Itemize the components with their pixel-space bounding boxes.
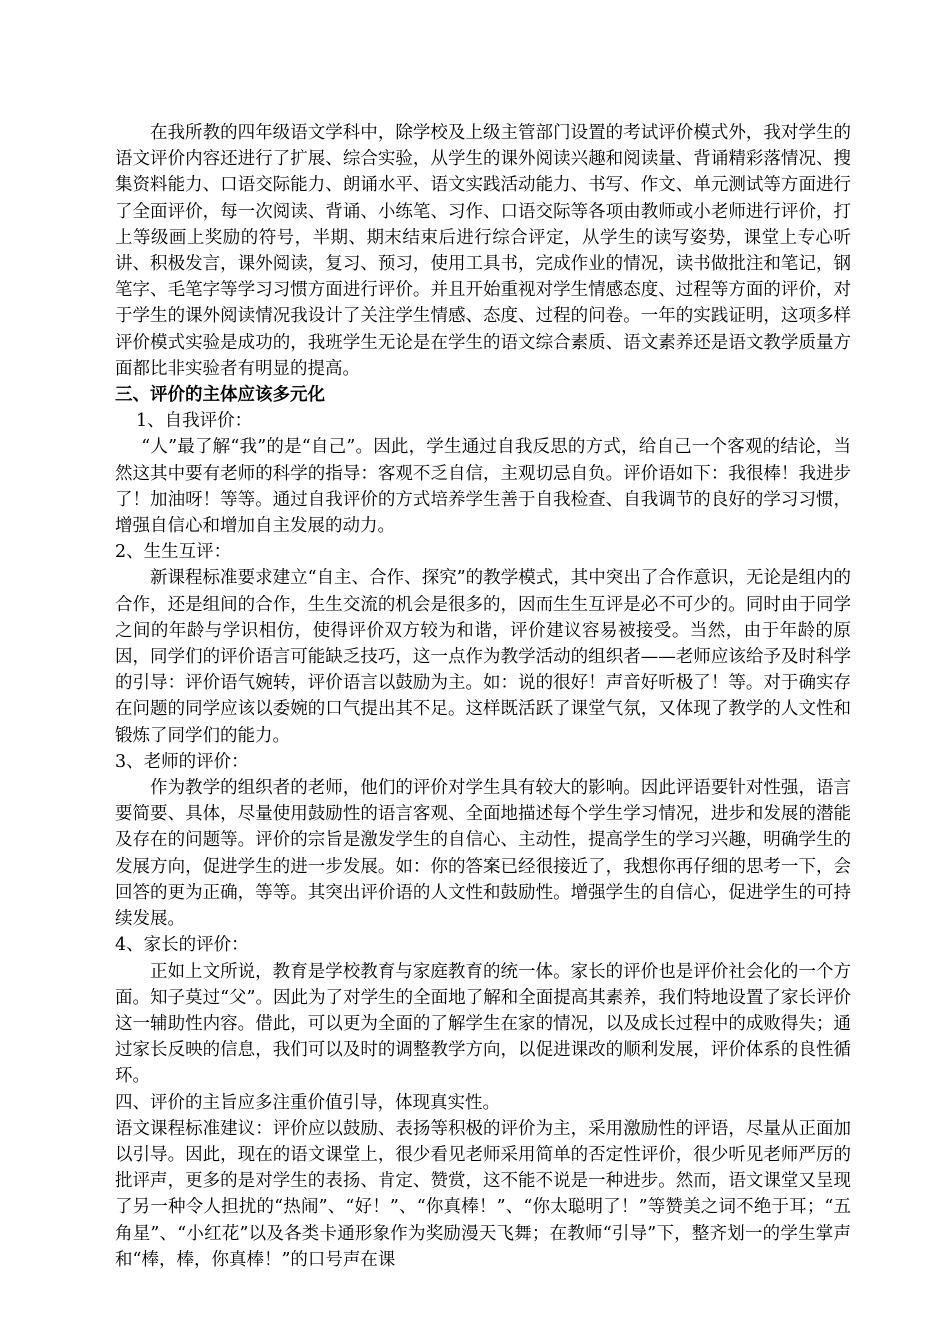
- subsection-1-paragraph: “人”最了解“我”的是“自己”。因此，学生通过自我反思的方式，给自己一个客观的结论，当然这其中要有老师的科学的指导：客观不乏自信，主观切忌自负。评价语如下：我很棒！我进步了！加油呀！等等。通过自我评价的方式培养学生善于自我检查、自我调节的良好的学习习惯，增强自信心和增加自主发展的动力。: [115, 437, 851, 537]
- section-4-heading: 四、评价的主旨应多注重价值引导，体现真实性。: [115, 1092, 500, 1113]
- subsection-2-paragraph: 新课程标准要求建立“自主、合作、探究”的教学模式，其中突出了合作意识，无论是组内的合作，还是组间的合作，生生交流的机会是很多的，因而生生互评是必不可少的。同时由于同学之间的年龄与学识相仿，使得评价双方较为和谐，评价建议容易被接受。当然，由于年龄的原因，同学们的评价语言可能缺乏技巧，这一点作为教学活动的组织者——老师应该给予及时科学的引导：评价语气婉转，评价语言以鼓励为主。如：说的很好！声音好听极了！等。对于确实存在问题的同学应该以委婉的口气提出其不足。这样既活跃了课堂气氛，又体现了教学的人文性和锻炼了同学们的能力。: [115, 568, 851, 746]
- subsection-4-paragraph: 正如上文所说，教育是学校教育与家庭教育的统一体。家长的评价也是评价社会化的一个方面。知子莫过“父”。因此为了对学生的全面地了解和全面提高其素养，我们特地设置了家长评价这一辅助性内容。借此，可以更为全面的了解学生在家的情况，以及成长过程中的成败得失；通过家长反映的信息，我们可以及时的调整教学方向，以促进课改的顺利发展，评价体系的良性循环。: [115, 961, 851, 1087]
- subsection-1-heading: 1、自我评价：: [136, 411, 253, 432]
- intro-paragraph: 在我所教的四年级语文学科中，除学校及上级主管部门设置的考试评价模式外，我对学生的语文评价内容还进行了扩展、综合实验，从学生的课外阅读兴趣和阅读量、背诵精彩落情况、搜集资料能力、口语交际能力、朗诵水平、语文实践活动能力、书写、作文、单元测试等方面进行了全面评价，每一次阅读、背诵、小练笔、习作、口语交际等各项由教师或小老师进行评价，打上等级画上奖励的符号，半期、期末结束后进行综合评定，从学生的读写姿势，课堂上专心听讲、积极发言，课外阅读，复习、预习，使用工具书，完成作业的情况，读书做批注和笔记，钢笔字、毛笔字等学习习惯方面进行评价。并且开始重视对学生情感态度、过程等方面的评价，对于学生的课外阅读情况我设计了关注学生情感、态度、过程的问卷。一年的实践证明，这项多样评价模式实验是成功的，我班学生无论是在学生的语文综合素质、语文素养还是语文教学质量方面都比非实验者有明显的提高。: [115, 123, 851, 379]
- section-4-paragraph: 语文课程标准建议：评价应以鼓励、表扬等积极的评价为主，采用激励性的评语，尽量从正面加以引导。因此，现在的语文课堂上，很少看见老师采用简单的否定性评价，很少听见老师严厉的批评声，更多的是对学生的表扬、肯定、赞赏，这不能不说是一种进步。然而，语文课堂又呈现了另一种令人担扰的“热闹”、“好！”、“你真棒！”、“你太聪明了！”等赞美之词不绝于耳；“五角星”、“小红花”以及各类卡通形象作为奖励漫天飞舞；在教师“引导”下，整齐划一的学生掌声和“棒，棒，你真棒！”的口号声在课: [115, 1118, 851, 1270]
- section-3-heading: 三、评价的主体应该多元化: [115, 385, 325, 406]
- subsection-4-heading: 4、家长的评价：: [115, 935, 249, 956]
- document-page: [115, 120, 851, 1273]
- subsection-3-paragraph: 作为教学的组织者的老师，他们的评价对学生具有较大的影响。因此评语要针对性强，语言要简要、具体，尽量使用鼓励性的语言客观、全面地描述每个学生学习情况，进步和发展的潜能及存在的问题等。评价的宗旨是激发学生的自信心、主动性，提高学生的学习兴趣，明确学生的发展方向，促进学生的进一步发展。如：你的答案已经很接近了，我想你再仔细的思考一下，会回答的更为正确，等等。其突出评价语的人文性和鼓励性。增强学生的自信心，促进学生的可持续发展。: [115, 778, 851, 930]
- subsection-2-heading: 2、生生互评：: [115, 542, 232, 563]
- subsection-3-heading: 3、老师的评价：: [115, 751, 249, 772]
